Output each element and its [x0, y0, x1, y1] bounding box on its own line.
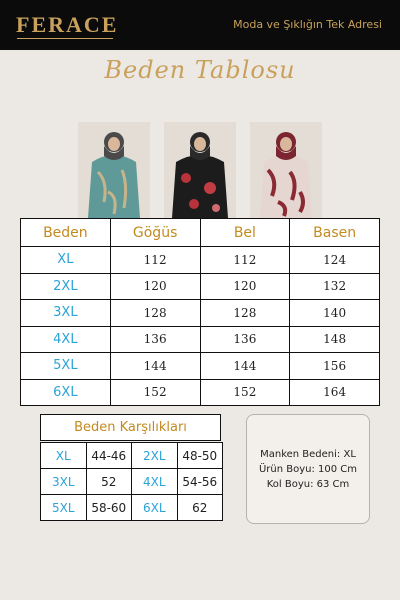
waist-cell: 112: [200, 247, 290, 274]
product-photo-teal[interactable]: [78, 122, 150, 218]
size-cell: 3XL: [21, 300, 111, 327]
product-length-text: Ürün Boyu: 100 Cm: [258, 464, 358, 475]
table-row: [41, 469, 223, 495]
equivalent-cell: 44-46: [86, 443, 132, 469]
hip-cell: 140: [290, 300, 380, 327]
size-cell: 2XL: [132, 443, 178, 469]
model-image-red: [250, 122, 322, 218]
table-row: [21, 247, 380, 274]
product-photo-red[interactable]: [250, 122, 322, 218]
chest-cell: 120: [110, 273, 200, 300]
header-tagline: Moda ve Şıklığın Tek Adresi: [233, 18, 382, 31]
chest-cell: 128: [110, 300, 200, 327]
page-title: Beden Tablosu: [104, 56, 296, 84]
hip-cell: 124: [290, 247, 380, 274]
size-chart-header-row: [21, 219, 380, 247]
model-info-box: [246, 414, 370, 524]
header-gogus: Göğüs: [110, 219, 200, 247]
size-cell: 4XL: [132, 469, 178, 495]
sleeve-length-text: Kol Boyu: 63 Cm: [266, 479, 350, 490]
brand-logo[interactable]: FERACE: [16, 12, 119, 37]
equivalent-cell: 54-56: [177, 469, 223, 495]
product-photo-black[interactable]: [164, 122, 236, 218]
waist-cell: 144: [200, 353, 290, 380]
hip-cell: 148: [290, 326, 380, 353]
waist-cell: 120: [200, 273, 290, 300]
size-cell: XL: [41, 443, 87, 469]
hip-cell: 132: [290, 273, 380, 300]
equivalent-cell: 58-60: [86, 495, 132, 521]
size-chart-table: [20, 218, 380, 406]
logo-underline: [17, 38, 113, 39]
size-cell: 2XL: [21, 273, 111, 300]
table-row: [21, 300, 380, 327]
table-row: [41, 495, 223, 521]
size-cell: 5XL: [21, 353, 111, 380]
size-cell: XL: [21, 247, 111, 274]
header-bel: Bel: [200, 219, 290, 247]
table-row: [21, 326, 380, 353]
waist-cell: 152: [200, 379, 290, 406]
model-image-teal: [78, 122, 150, 218]
size-cell: 5XL: [41, 495, 87, 521]
table-row: [21, 353, 380, 380]
size-cell: 6XL: [21, 379, 111, 406]
hip-cell: 164: [290, 379, 380, 406]
header-basen: Basen: [290, 219, 380, 247]
size-conversion-table: [40, 442, 223, 521]
table-row: [21, 379, 380, 406]
waist-cell: 136: [200, 326, 290, 353]
size-cell: 3XL: [41, 469, 87, 495]
conversion-title: Beden Karşılıkları: [40, 414, 221, 441]
table-row: [21, 273, 380, 300]
equivalent-cell: 52: [86, 469, 132, 495]
waist-cell: 128: [200, 300, 290, 327]
size-cell: 4XL: [21, 326, 111, 353]
size-cell: 6XL: [132, 495, 178, 521]
equivalent-cell: 48-50: [177, 443, 223, 469]
chest-cell: 144: [110, 353, 200, 380]
hip-cell: 156: [290, 353, 380, 380]
chest-cell: 136: [110, 326, 200, 353]
model-size-text: Manken Bedeni: XL: [260, 449, 356, 460]
equivalent-cell: 62: [177, 495, 223, 521]
chest-cell: 152: [110, 379, 200, 406]
header-bar: [0, 0, 400, 50]
header-beden: Beden: [21, 219, 111, 247]
table-row: [41, 443, 223, 469]
model-image-black: [164, 122, 236, 218]
chest-cell: 112: [110, 247, 200, 274]
